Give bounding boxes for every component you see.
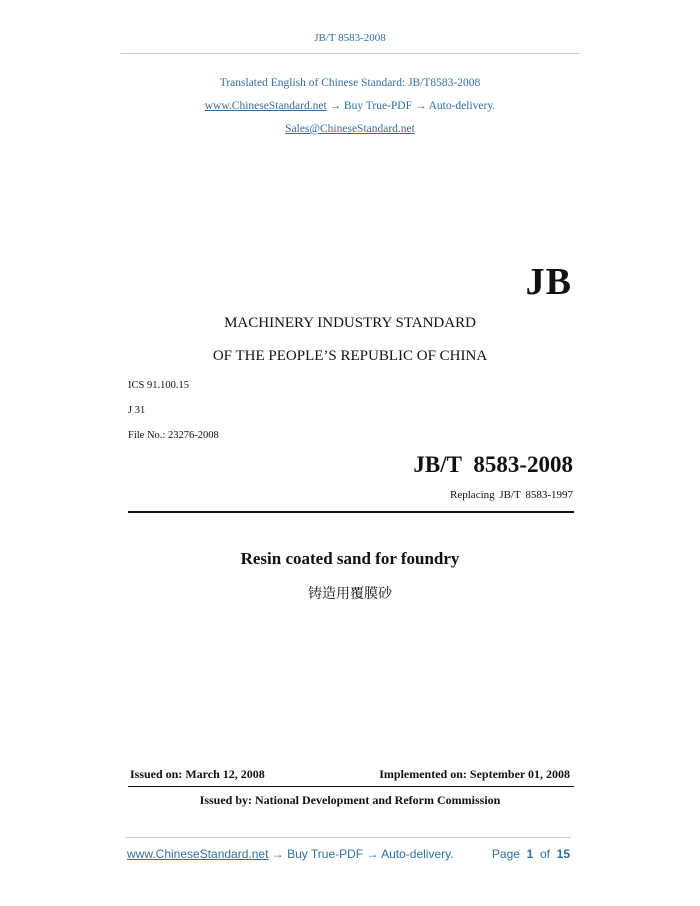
- translation-links: [0, 100, 700, 112]
- document-title-chinese: 铸造用覆膜砂: [308, 586, 392, 602]
- issued-on-date: Issued on: March 12, 2008: [130, 767, 265, 781]
- page-current: 1: [526, 847, 534, 861]
- implemented-on-date: Implemented on: September 01, 2008: [379, 767, 570, 781]
- standard-code: JB/T 8583-2008: [413, 452, 573, 477]
- footer-links: [127, 847, 454, 861]
- page-indicator: [492, 847, 570, 861]
- sales-email-link[interactable]: Sales@ChineseStandard.net: [285, 123, 415, 135]
- footer-site-link[interactable]: www.ChineseStandard.net: [127, 847, 269, 861]
- page-total: 15: [556, 847, 570, 861]
- document-title: Resin coated sand for foundry: [240, 549, 460, 568]
- buy-text: → Buy True-PDF → Auto-delivery.: [326, 100, 496, 112]
- header-divider: [120, 53, 580, 54]
- dates-divider: [128, 786, 574, 787]
- issuing-authority: Issued by: National Development and Reform Commission: [199, 793, 501, 807]
- page-word: Page: [491, 847, 520, 861]
- ccs-code: J 31: [128, 405, 146, 416]
- jb-logo: JB: [525, 261, 572, 303]
- footer-divider: [125, 837, 571, 838]
- sales-email-line: [0, 123, 700, 135]
- of-word: of: [539, 847, 550, 861]
- title-divider: [128, 511, 574, 513]
- ics-code: ICS 91.100.15: [128, 380, 189, 391]
- header-standard-code: JB/T 8583-2008: [314, 32, 386, 44]
- footer-buy-text: → Buy True-PDF → Auto-delivery.: [268, 847, 454, 861]
- replacing-note: Replacing JB/T 8583-1997: [450, 489, 573, 501]
- file-number: File No.: 23276-2008: [128, 430, 219, 441]
- ministry-title-line2: OF THE PEOPLE’S REPUBLIC OF CHINA: [212, 348, 488, 364]
- translation-notice: Translated English of Chinese Standard: JB/T8583-2008: [219, 77, 481, 89]
- site-link[interactable]: www.ChineseStandard.net: [204, 100, 327, 112]
- ministry-title-line1: MACHINERY INDUSTRY STANDARD: [224, 315, 476, 331]
